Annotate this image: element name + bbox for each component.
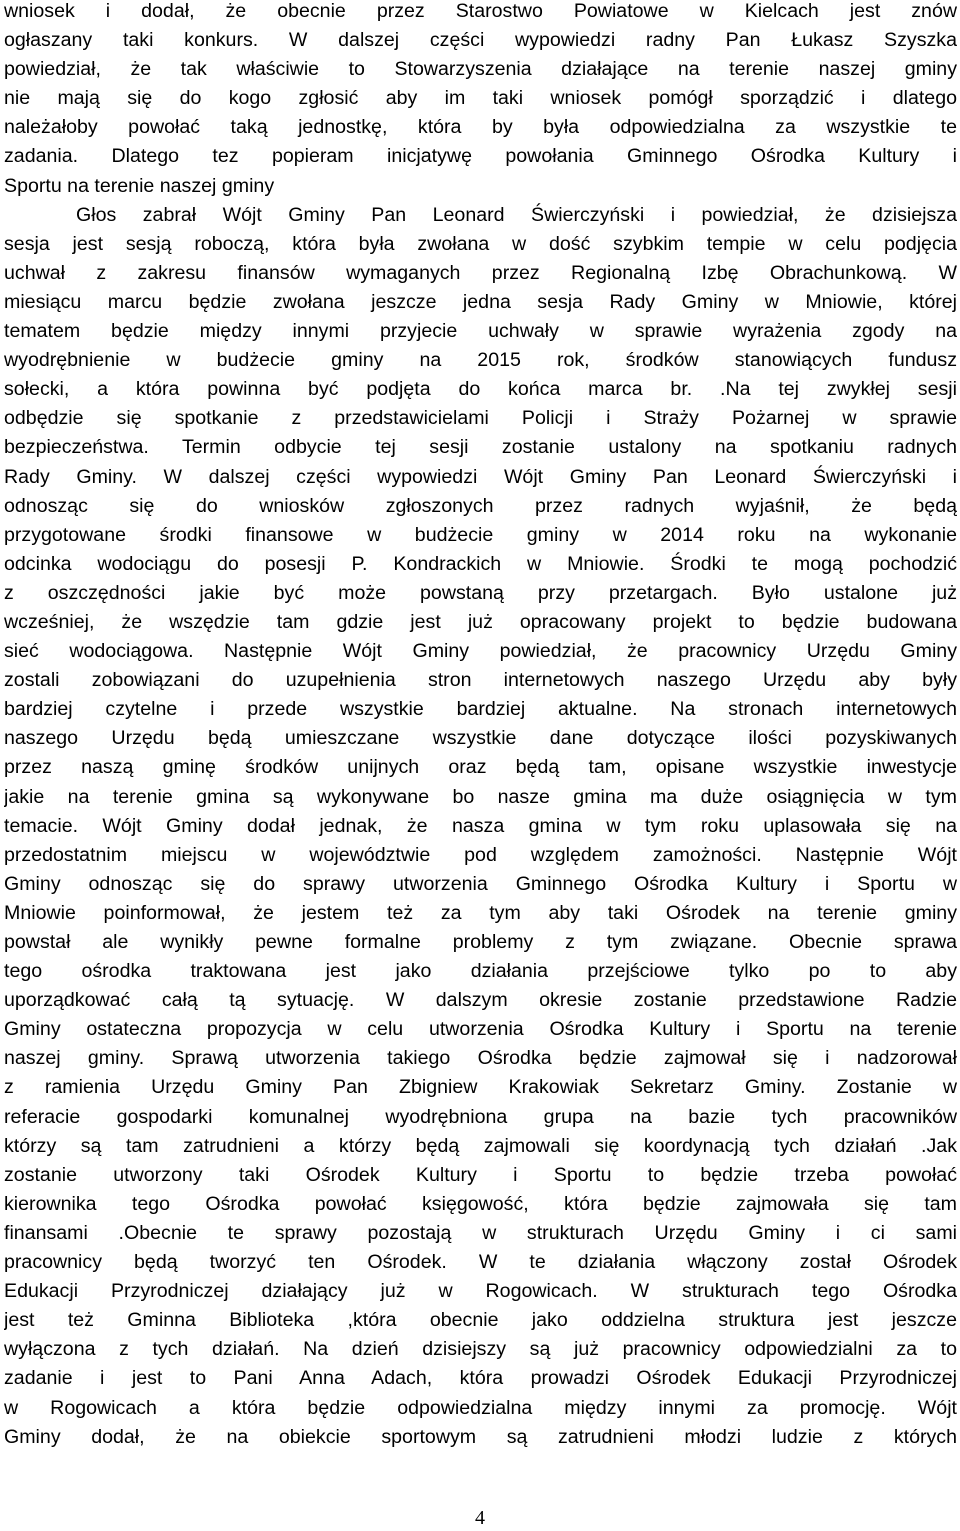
text-line: Rady Gminy. W dalszej części wypowiedzi Wójt Gminy Pan Leonard Świerczyński i [4,465,957,488]
text-line: bezpieczeństwa. Termin odbycie tej sesji zostanie ustalony na spotkaniu radnych [4,436,957,459]
text-line: miesiącu marcu będzie zwołana jeszcze jedna sesja Rady Gminy w Mniowie, której [4,290,957,313]
text-line: naszej gminy. Sprawą utworzenia takiego Ośrodka będzie zajmował się i nadzorował [4,1047,957,1070]
text-line: przedostatnim miejscu w województwie pod względem zamożności. Następnie Wójt [4,843,957,866]
text-line: tego ośrodka traktowana jest jako działania przejściowe tylko po to aby [4,960,957,983]
text-line: przygotowane środki finansowe w budżecie gminy w 2014 roku na wykonanie [4,523,957,546]
text-line: odnosząc się do wniosków zgłoszonych przez radnych wyjaśnił, że będą [4,494,957,517]
text-line: bardziej czytelne i przede wszystkie bardziej aktualne. Na stronach internetowych [4,698,957,721]
text-line: sieć wodociągowa. Następnie Wójt Gminy powiedział, że pracownicy Urzędu Gminy [4,640,957,663]
text-line: odbędzie się spotkanie z przedstawicielami Policji i Straży Pożarnej w sprawie [4,407,957,430]
text-line: odcinka wodociągu do posesji P. Kondrackich w Mniowie. Środki te mogą pochodzić [4,552,957,575]
text-line: uchwał z zakresu finansów wymaganych przez Regionalną Izbę Obrachunkową. W [4,261,957,284]
text-line: temacie. Wójt Gminy dodał jednak, że nasza gmina w tym roku uplasowała się na [4,814,957,837]
text-line: nie mają się do kogo zgłosić aby im taki wniosek pomógł sporządzić i dlatego [4,87,957,110]
text-line: sesja jest sesją roboczą, która była zwołana w dość szybkim tempie w celu podjęcia [4,232,957,255]
text-line: wcześniej, że wszędzie tam gdzie jest już opracowany projekt to będzie budowana [4,610,957,633]
text-line: zadanie i jest to Pani Anna Adach, która prowadzi Ośrodek Edukacji Przyrodniczej [4,1367,957,1390]
text-line: jest też Gminna Biblioteka ,która obecnie jako oddzielna struktura jest jeszcze [4,1309,957,1332]
text-line: Sportu na terenie naszej gminy [4,174,275,197]
text-line: Gminy odnosząc się do sprawy utworzenia Gminnego Ośrodka Kultury i Sportu w [4,872,957,895]
text-line: powiedział, że tak właściwie to Stowarzyszenia działające na terenie naszej gminy [4,58,957,81]
text-line: Głos zabrał Wójt Gminy Pan Leonard Świerczyński i powiedział, że dzisiejsza [76,203,957,226]
text-line: Edukacji Przyrodniczej działający już w Rogowicach. W strukturach tego Ośrodka [4,1280,957,1303]
text-line: jakie na terenie gmina są wykonywane bo nasze gmina ma duże osiągnięcia w tym [4,785,957,808]
page-number: 4 [475,1507,485,1529]
text-line: sołecki, a która powinna być podjęta do końca marca br. .Na tej zwykłej sesji [4,378,957,401]
text-line: zostali zobowiązani do uzupełnienia stron internetowych naszego Urzędu aby były [4,669,957,692]
text-line: Gminy dodał, że na obiekcie sportowym są zatrudnieni młodzi ludzie z których [4,1425,957,1448]
text-line: zostanie utworzony taki Ośrodek Kultury i Sportu to będzie trzeba powołać [4,1163,957,1186]
text-line: powstał ale wynikły pewne formalne problemy z tym związane. Obecnie sprawa [4,931,957,953]
text-line: z oszczędności jakie być może powstaną przy przetargach. Było ustalone już [4,581,957,604]
text-line: tematem będzie między innymi przyjecie uchwały w sprawie wyrażenia zgody na [4,320,957,343]
text-line: Mniowie poinformował, że jestem też za tym aby taki Ośrodek na terenie gminy [4,901,957,924]
text-line: Gminy ostateczna propozycja w celu utworzenia Ośrodka Kultury i Sportu na terenie [4,1018,957,1041]
text-line: pracownicy będą tworzyć ten Ośrodek. W te działania włączony został Ośrodek [4,1251,957,1274]
text-line: należałoby powołać taką jednostkę, która by była odpowiedzialna za wszystkie te [4,116,957,139]
text-line: którzy są tam zatrudnieni a którzy będą zajmowali się koordynacją tych działań .Jak [4,1134,957,1157]
text-line: ogłaszany taki konkurs. W dalszej części wypowiedzi radny Pan Łukasz Szyszka [4,29,957,52]
text-line: z ramienia Urzędu Gminy Pan Zbigniew Krakowiak Sekretarz Gminy. Zostanie w [4,1076,957,1099]
text-line: referacie gospodarki komunalnej wyodrębniona grupa na bazie tych pracowników [4,1105,957,1128]
text-line: wniosek i dodał, że obecnie przez Starostwo Powiatowe w Kielcach jest znów [4,0,957,22]
text-line: uporządkować całą tą sytuację. W dalszym okresie zostanie przedstawione Radzie [4,989,957,1012]
text-line: wyodrębnienie w budżecie gminy na 2015 rok, środków stanowiących fundusz [4,349,957,372]
text-line: wyłączona z tych działań. Na dzień dzisiejszy są już pracownicy odpowiedzialni za to [4,1338,957,1361]
text-line: w Rogowicach a która będzie odpowiedzialna między innymi za promocję. Wójt [4,1396,957,1419]
text-line: finansami .Obecnie te sprawy pozostają w strukturach Urzędu Gminy i ci sami [4,1221,957,1244]
text-line: zadania. Dlatego tez popieram inicjatywę powołania Gminnego Ośrodka Kultury i [4,145,957,168]
text-line: kierownika tego Ośrodka powołać księgowość, która będzie zajmowała się tam [4,1192,957,1215]
text-line: naszego Urzędu będą umieszczane wszystkie dane dotyczące ilości pozyskiwanych [4,727,957,750]
text-line: przez naszą gminę środków unijnych oraz będą tam, opisane wszystkie inwestycje [4,756,957,779]
body-text [4,0,957,1452]
